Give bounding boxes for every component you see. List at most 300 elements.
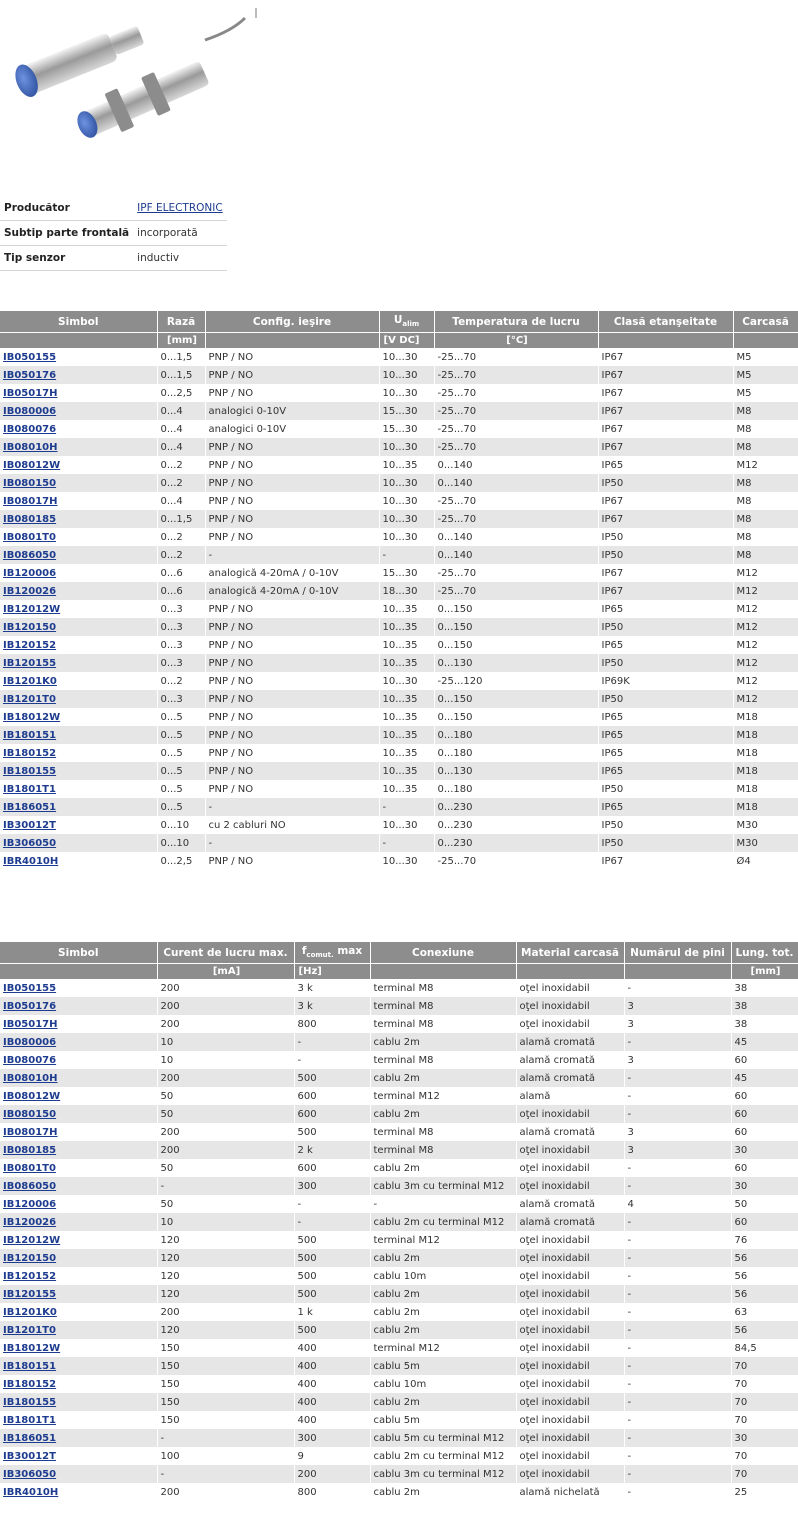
col-header-current: Curent de lucru max.: [157, 942, 294, 964]
length-cell: 56: [731, 1285, 798, 1303]
product-link[interactable]: IB0801T0: [3, 1162, 56, 1174]
col-header-voltage: $U_{alim}$: [379, 311, 434, 333]
pins-cell: 4: [624, 1195, 731, 1213]
product-link[interactable]: IB1801T1: [3, 783, 56, 795]
range-cell: 0...4: [157, 492, 205, 510]
symbol-cell: [0, 834, 157, 852]
product-link[interactable]: IB120150: [3, 1252, 57, 1264]
product-link[interactable]: IB120152: [3, 1270, 57, 1282]
voltage-cell: 15...30: [379, 402, 434, 420]
output-cell: analogică 4-20mA / 0-10V: [205, 564, 379, 582]
product-link[interactable]: IB180155: [3, 1396, 57, 1408]
connection-cell: cablu 2m: [370, 1105, 516, 1123]
symbol-cell: [0, 582, 157, 600]
temperature-cell: 0...180: [434, 744, 598, 762]
pins-cell: -: [624, 1033, 731, 1051]
col-header-connection: Conexiune: [370, 942, 516, 964]
pins-cell: -: [624, 1429, 731, 1447]
product-link[interactable]: IB180151: [3, 729, 57, 741]
symbol-cell: [0, 546, 157, 564]
table-row: [0, 1447, 798, 1465]
frequency-cell: 800: [294, 1483, 370, 1501]
frequency-cell: 400: [294, 1393, 370, 1411]
material-cell: oţel inoxidabil: [516, 1411, 624, 1429]
product-link[interactable]: IB120006: [3, 1198, 57, 1210]
product-link[interactable]: IB0801T0: [3, 531, 56, 543]
length-cell: 60: [731, 1051, 798, 1069]
frequency-cell: 300: [294, 1429, 370, 1447]
col-header-material: Material carcasă: [516, 942, 624, 964]
protection-cell: IP67: [598, 582, 733, 600]
connection-cell: cablu 10m: [370, 1267, 516, 1285]
frequency-cell: 300: [294, 1177, 370, 1195]
units-row: [0, 964, 798, 980]
frequency-cell: 1 k: [294, 1303, 370, 1321]
table-row: [0, 420, 798, 438]
product-link[interactable]: IB08010H: [3, 1072, 58, 1084]
table-row: [0, 654, 798, 672]
product-link[interactable]: IB08010H: [3, 441, 58, 453]
protection-cell: IP65: [598, 726, 733, 744]
symbol-cell: [0, 1249, 157, 1267]
symbol-cell: [0, 402, 157, 420]
product-link[interactable]: IB120155: [3, 657, 57, 669]
current-cell: 10: [157, 1051, 294, 1069]
product-link[interactable]: IB30012T: [3, 1450, 56, 1462]
frequency-cell: 400: [294, 1411, 370, 1429]
table-row: [0, 1087, 798, 1105]
protection-cell: IP65: [598, 636, 733, 654]
current-cell: 150: [157, 1357, 294, 1375]
pins-cell: -: [624, 1465, 731, 1483]
header-row: [0, 942, 798, 964]
current-cell: 200: [157, 1141, 294, 1159]
pins-cell: -: [624, 1231, 731, 1249]
protection-cell: IP65: [598, 600, 733, 618]
output-cell: PNP / NO: [205, 456, 379, 474]
length-cell: 45: [731, 1069, 798, 1087]
length-cell: 84,5: [731, 1339, 798, 1357]
housing-cell: M18: [733, 726, 798, 744]
voltage-cell: 10...35: [379, 690, 434, 708]
symbol-cell: [0, 528, 157, 546]
product-link[interactable]: IB120152: [3, 639, 57, 651]
frequency-cell: 500: [294, 1231, 370, 1249]
manufacturer-link[interactable]: IPF ELECTRONIC: [137, 202, 223, 214]
pins-cell: -: [624, 1357, 731, 1375]
current-cell: -: [157, 1177, 294, 1195]
symbol-cell: [0, 1123, 157, 1141]
pins-cell: -: [624, 1411, 731, 1429]
housing-cell: M18: [733, 798, 798, 816]
output-cell: PNP / NO: [205, 636, 379, 654]
range-cell: 0...2: [157, 672, 205, 690]
voltage-cell: 10...35: [379, 726, 434, 744]
product-link[interactable]: IB080185: [3, 1144, 57, 1156]
protection-cell: IP67: [598, 420, 733, 438]
symbol-cell: [0, 654, 157, 672]
protection-cell: IP67: [598, 492, 733, 510]
product-link[interactable]: IB050176: [3, 1000, 57, 1012]
units-row: [0, 333, 798, 349]
unit-cell: [mm]: [157, 333, 205, 349]
material-cell: oţel inoxidabil: [516, 1303, 624, 1321]
connection-cell: terminal M12: [370, 1087, 516, 1105]
pins-cell: -: [624, 1177, 731, 1195]
housing-cell: M12: [733, 564, 798, 582]
output-cell: cu 2 cabluri NO: [205, 816, 379, 834]
product-link[interactable]: IB080150: [3, 1108, 57, 1120]
current-cell: 200: [157, 1123, 294, 1141]
table-row: [0, 564, 798, 582]
product-link[interactable]: IB05017H: [3, 1018, 58, 1030]
material-cell: oţel inoxidabil: [516, 1177, 624, 1195]
product-link[interactable]: IB1201T0: [3, 693, 56, 705]
housing-cell: M12: [733, 654, 798, 672]
range-cell: 0...2,5: [157, 384, 205, 402]
voltage-cell: 10...30: [379, 366, 434, 384]
length-cell: 56: [731, 1321, 798, 1339]
col-header-symbol: Simbol: [0, 311, 157, 333]
housing-cell: M18: [733, 762, 798, 780]
current-cell: 120: [157, 1267, 294, 1285]
material-cell: oţel inoxidabil: [516, 1447, 624, 1465]
property-label: Tip senzor: [0, 246, 133, 271]
voltage-cell: 10...30: [379, 492, 434, 510]
connection-cell: terminal M8: [370, 997, 516, 1015]
product-link[interactable]: IB080076: [3, 1054, 57, 1066]
material-cell: oţel inoxidabil: [516, 1357, 624, 1375]
product-link[interactable]: IB086050: [3, 1180, 57, 1192]
protection-cell: IP65: [598, 456, 733, 474]
col-header-frequency: $f_{comut.}$ max: [294, 942, 370, 964]
voltage-cell: 10...35: [379, 744, 434, 762]
connection-cell: cablu 2m: [370, 1393, 516, 1411]
range-cell: 0...2: [157, 528, 205, 546]
unit-cell: [205, 333, 379, 349]
output-cell: -: [205, 546, 379, 564]
product-link[interactable]: IB08017H: [3, 495, 58, 507]
range-cell: 0...1,5: [157, 510, 205, 528]
product-link[interactable]: IB086050: [3, 549, 57, 561]
product-link[interactable]: IB18012W: [3, 711, 61, 723]
output-cell: PNP / NO: [205, 762, 379, 780]
product-link[interactable]: IBR4010H: [3, 855, 59, 867]
table-row: [0, 438, 798, 456]
property-row: [0, 221, 227, 246]
col-header-output: Config. ieşire: [205, 311, 379, 333]
material-cell: alamă cromată: [516, 1069, 624, 1087]
product-link[interactable]: IBR4010H: [3, 1486, 59, 1498]
table-row: [0, 1033, 798, 1051]
connection-cell: cablu 2m: [370, 1285, 516, 1303]
product-link[interactable]: IB1801T1: [3, 1414, 56, 1426]
symbol-cell: [0, 1141, 157, 1159]
pins-cell: -: [624, 1375, 731, 1393]
output-cell: PNP / NO: [205, 348, 379, 366]
voltage-cell: 10...30: [379, 384, 434, 402]
frequency-cell: 400: [294, 1357, 370, 1375]
product-link[interactable]: IB180152: [3, 747, 57, 759]
pins-cell: -: [624, 1213, 731, 1231]
housing-cell: M8: [733, 402, 798, 420]
table-row: [0, 546, 798, 564]
length-cell: 38: [731, 1015, 798, 1033]
symbol-cell: [0, 1069, 157, 1087]
material-cell: alamă cromată: [516, 1051, 624, 1069]
symbol-cell: [0, 1447, 157, 1465]
protection-cell: IP65: [598, 744, 733, 762]
output-cell: PNP / NO: [205, 780, 379, 798]
temperature-cell: -25...70: [434, 492, 598, 510]
protection-cell: IP67: [598, 348, 733, 366]
product-link[interactable]: IB306050: [3, 1468, 57, 1480]
product-link[interactable]: IB080185: [3, 513, 57, 525]
range-cell: 0...5: [157, 726, 205, 744]
symbol-cell: [0, 1321, 157, 1339]
material-cell: oţel inoxidabil: [516, 1141, 624, 1159]
frequency-cell: -: [294, 1213, 370, 1231]
product-link[interactable]: IB180151: [3, 1360, 57, 1372]
current-cell: 200: [157, 979, 294, 997]
table-row: [0, 1069, 798, 1087]
symbol-cell: [0, 780, 157, 798]
product-link[interactable]: IB080006: [3, 1036, 57, 1048]
frequency-cell: 9: [294, 1447, 370, 1465]
current-cell: 100: [157, 1447, 294, 1465]
pins-cell: -: [624, 1285, 731, 1303]
current-cell: 120: [157, 1249, 294, 1267]
symbol-cell: [0, 564, 157, 582]
product-link[interactable]: IB186051: [3, 1432, 57, 1444]
product-link[interactable]: IB08017H: [3, 1126, 58, 1138]
housing-cell: M12: [733, 456, 798, 474]
length-cell: 25: [731, 1483, 798, 1501]
symbol-cell: [0, 1483, 157, 1501]
range-cell: 0...3: [157, 690, 205, 708]
symbol-cell: [0, 1177, 157, 1195]
product-link[interactable]: IB18012W: [3, 1342, 61, 1354]
product-link[interactable]: IB12012W: [3, 603, 61, 615]
voltage-cell: -: [379, 834, 434, 852]
table-row: [0, 852, 798, 870]
output-cell: PNP / NO: [205, 744, 379, 762]
connection-cell: cablu 2m cu terminal M12: [370, 1213, 516, 1231]
housing-cell: M8: [733, 474, 798, 492]
product-link[interactable]: IB08012W: [3, 459, 61, 471]
temperature-cell: 0...180: [434, 780, 598, 798]
table-row: [0, 997, 798, 1015]
material-cell: alamă: [516, 1087, 624, 1105]
unit-cell: [0, 964, 157, 980]
product-link[interactable]: IB120026: [3, 585, 57, 597]
voltage-cell: 10...35: [379, 708, 434, 726]
product-link[interactable]: IB05017H: [3, 387, 58, 399]
product-link[interactable]: IB080006: [3, 405, 57, 417]
product-link[interactable]: IB050176: [3, 369, 57, 381]
product-link[interactable]: IB1201K0: [3, 1306, 57, 1318]
temperature-cell: 0...140: [434, 528, 598, 546]
range-cell: 0...1,5: [157, 366, 205, 384]
range-cell: 0...5: [157, 798, 205, 816]
frequency-cell: 600: [294, 1105, 370, 1123]
connection-cell: terminal M12: [370, 1231, 516, 1249]
symbol-cell: [0, 1087, 157, 1105]
voltage-cell: 10...35: [379, 618, 434, 636]
connection-cell: cablu 3m cu terminal M12: [370, 1465, 516, 1483]
symbol-cell: [0, 420, 157, 438]
product-link[interactable]: IB1201T0: [3, 1324, 56, 1336]
unit-cell: [733, 333, 798, 349]
product-link[interactable]: IB08012W: [3, 1090, 61, 1102]
current-cell: -: [157, 1465, 294, 1483]
frequency-cell: 500: [294, 1249, 370, 1267]
temperature-cell: 0...230: [434, 834, 598, 852]
protection-cell: IP50: [598, 528, 733, 546]
voltage-cell: 10...30: [379, 852, 434, 870]
housing-cell: M5: [733, 366, 798, 384]
housing-cell: M8: [733, 528, 798, 546]
protection-cell: IP67: [598, 366, 733, 384]
protection-cell: IP50: [598, 816, 733, 834]
frequency-cell: 3 k: [294, 979, 370, 997]
temperature-cell: 0...130: [434, 762, 598, 780]
symbol-cell: [0, 510, 157, 528]
frequency-cell: 600: [294, 1159, 370, 1177]
table-row: [0, 1429, 798, 1447]
product-link[interactable]: IB30012T: [3, 819, 56, 831]
housing-cell: M8: [733, 546, 798, 564]
product-link[interactable]: IB080150: [3, 477, 57, 489]
product-link[interactable]: IB306050: [3, 837, 57, 849]
protection-cell: IP50: [598, 780, 733, 798]
pins-cell: -: [624, 1069, 731, 1087]
current-cell: 200: [157, 997, 294, 1015]
connection-cell: cablu 2m: [370, 1483, 516, 1501]
symbol-cell: [0, 492, 157, 510]
product-link[interactable]: IB180152: [3, 1378, 57, 1390]
temperature-cell: 0...150: [434, 708, 598, 726]
protection-cell: IP67: [598, 852, 733, 870]
table-row: [0, 456, 798, 474]
pins-cell: -: [624, 979, 731, 997]
symbol-cell: [0, 366, 157, 384]
frequency-cell: 2 k: [294, 1141, 370, 1159]
symbol-cell: [0, 636, 157, 654]
symbol-cell: [0, 852, 157, 870]
protection-cell: IP50: [598, 690, 733, 708]
range-cell: 0...2: [157, 546, 205, 564]
output-cell: PNP / NO: [205, 708, 379, 726]
product-link[interactable]: IB050155: [3, 982, 57, 994]
frequency-cell: 3 k: [294, 997, 370, 1015]
material-cell: alamă nichelată: [516, 1483, 624, 1501]
current-cell: -: [157, 1429, 294, 1447]
range-cell: 0...5: [157, 744, 205, 762]
range-cell: 0...4: [157, 438, 205, 456]
product-link[interactable]: IB12012W: [3, 1234, 61, 1246]
current-cell: 10: [157, 1033, 294, 1051]
pins-cell: -: [624, 1159, 731, 1177]
length-cell: 38: [731, 997, 798, 1015]
output-cell: -: [205, 798, 379, 816]
housing-cell: M5: [733, 348, 798, 366]
pins-cell: -: [624, 1483, 731, 1501]
symbol-cell: [0, 600, 157, 618]
symbol-cell: [0, 798, 157, 816]
range-cell: 0...1,5: [157, 348, 205, 366]
table-row: [0, 726, 798, 744]
frequency-cell: 600: [294, 1087, 370, 1105]
length-cell: 30: [731, 1141, 798, 1159]
product-link[interactable]: IB120155: [3, 1288, 57, 1300]
product-link[interactable]: IB080076: [3, 423, 57, 435]
table-row: [0, 1303, 798, 1321]
pins-cell: -: [624, 1339, 731, 1357]
symbol-cell: [0, 690, 157, 708]
length-cell: 60: [731, 1123, 798, 1141]
table-row: [0, 600, 798, 618]
product-link[interactable]: IB120006: [3, 567, 57, 579]
product-link[interactable]: IB1201K0: [3, 675, 57, 687]
table-row: [0, 1051, 798, 1069]
output-cell: PNP / NO: [205, 492, 379, 510]
properties-table: [0, 196, 227, 271]
protection-cell: IP67: [598, 510, 733, 528]
connection-cell: cablu 2m cu terminal M12: [370, 1447, 516, 1465]
voltage-cell: 10...30: [379, 474, 434, 492]
table-row: [0, 690, 798, 708]
connection-cell: terminal M12: [370, 1339, 516, 1357]
material-cell: oţel inoxidabil: [516, 997, 624, 1015]
housing-cell: M18: [733, 744, 798, 762]
current-cell: 120: [157, 1285, 294, 1303]
connection-cell: cablu 2m: [370, 1033, 516, 1051]
length-cell: 60: [731, 1087, 798, 1105]
product-link[interactable]: IB180155: [3, 765, 57, 777]
unit-cell: [V DC]: [379, 333, 434, 349]
product-link[interactable]: IB186051: [3, 801, 57, 813]
current-cell: 150: [157, 1375, 294, 1393]
voltage-cell: 10...35: [379, 456, 434, 474]
pins-cell: 3: [624, 997, 731, 1015]
symbol-cell: [0, 438, 157, 456]
product-link[interactable]: IB120026: [3, 1216, 57, 1228]
connection-cell: cablu 5m: [370, 1357, 516, 1375]
housing-cell: M12: [733, 672, 798, 690]
range-cell: 0...4: [157, 402, 205, 420]
symbol-cell: [0, 348, 157, 366]
pins-cell: -: [624, 1267, 731, 1285]
voltage-cell: 18...30: [379, 582, 434, 600]
range-cell: 0...2: [157, 456, 205, 474]
protection-cell: IP50: [598, 546, 733, 564]
output-cell: PNP / NO: [205, 366, 379, 384]
col-header-temperature: Temperatura de lucru: [434, 311, 598, 333]
property-value: inductiv: [133, 246, 227, 271]
product-link[interactable]: IB120150: [3, 621, 57, 633]
range-cell: 0...6: [157, 582, 205, 600]
material-cell: oţel inoxidabil: [516, 1231, 624, 1249]
material-cell: alamă cromată: [516, 1213, 624, 1231]
product-link[interactable]: IB050155: [3, 351, 57, 363]
temperature-cell: -25...70: [434, 510, 598, 528]
table-row: [0, 1339, 798, 1357]
material-cell: alamă cromată: [516, 1195, 624, 1213]
housing-cell: M8: [733, 438, 798, 456]
table-row: [0, 1285, 798, 1303]
protection-cell: IP65: [598, 762, 733, 780]
